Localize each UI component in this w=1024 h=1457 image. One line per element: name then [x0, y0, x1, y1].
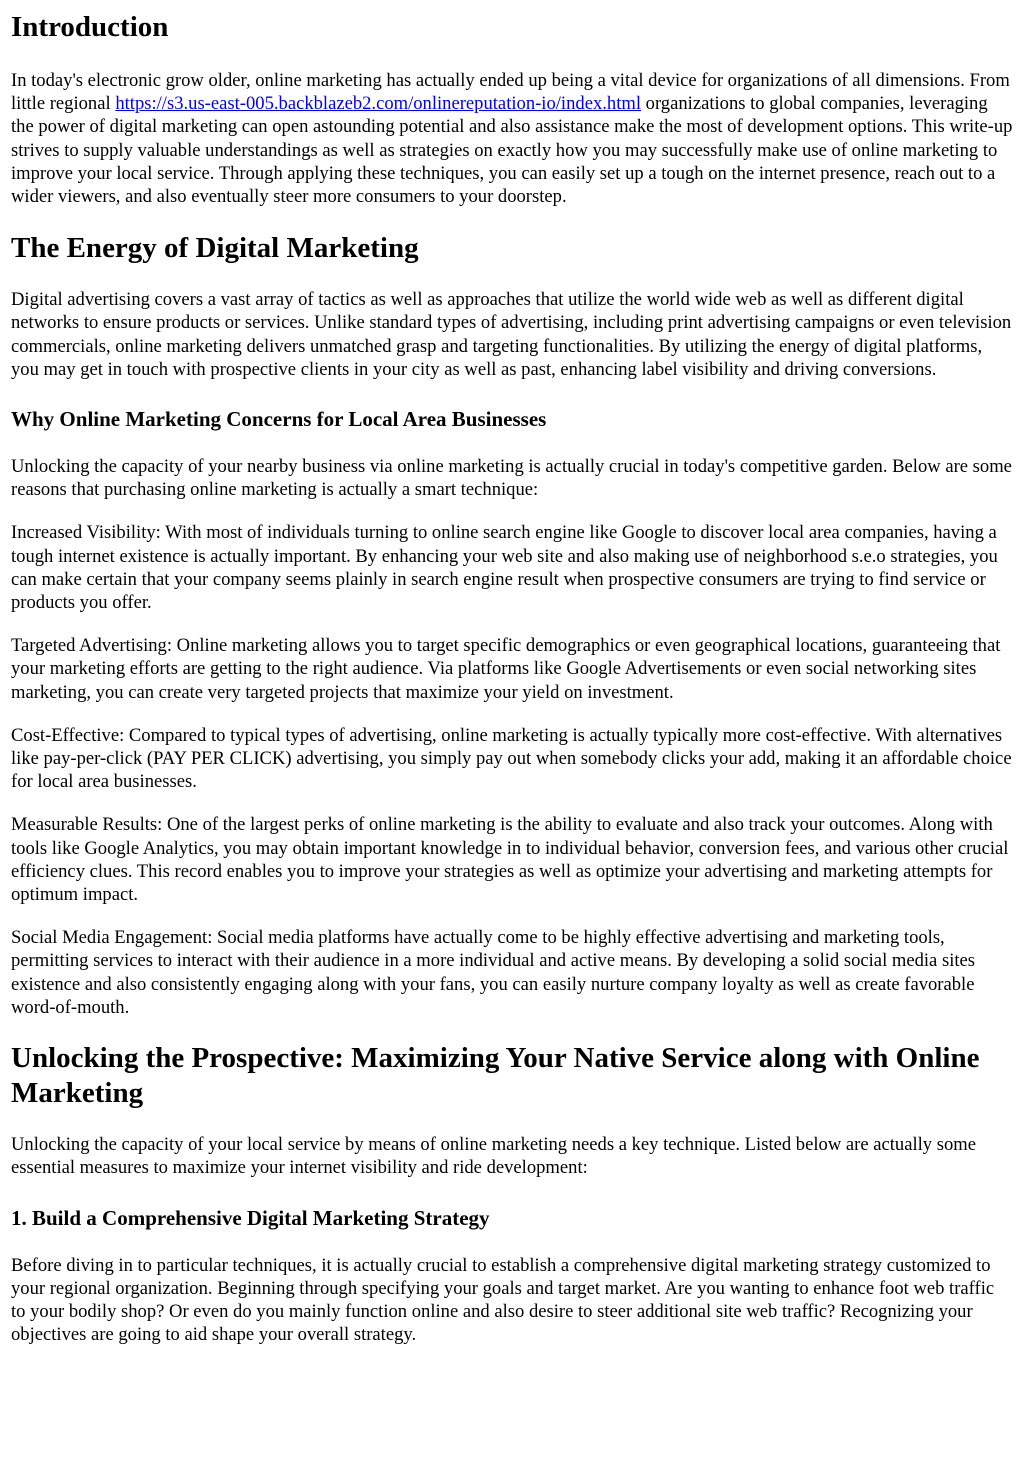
why-paragraph-measurable: Measurable Results: One of the largest perks of online marketing is the ability to evaluate and also track your outcomes. Along with tools like Google Analytics, you may obtain important knowledge in to individual behavior, conversion fees, and various other crucial efficiency clues. This record enables you to improve your strategies as well as optimize your advertising and marketing attempts for optimum impact. — [11, 814, 1009, 906]
intro-text-after-link: organizations to global companies, leveraging the power of digital marketing can open astounding potential and also assistance make the most of development options. This write-up strives to supply valuable understandings as well as strategies on exactly how you may successfully make use of online marketing to improve your local service. Through applying these techniques, you can easily set up a tough on the internet presence, reach out to a wider viewers, and also eventually steer more consumers to your doorstep. — [11, 93, 1013, 208]
why-paragraph-intro: Unlocking the capacity of your nearby business via online marketing is actually crucial in today's competitive garden. Below are some reasons that purchasing online marketing is actually a smart technique: — [11, 456, 1012, 501]
intro-heading: Introduction — [11, 11, 169, 43]
why-paragraph-targeted: Targeted Advertising: Online marketing allows you to target specific demographics or even geographical locations, guaranteeing that your marketing efforts are getting to the right audience. Via platforms like Google Advertisements or even social networking sites marketing, you can create very targeted projects that maximize your yield on investment. — [11, 635, 1001, 703]
why-heading: Why Online Marketing Concerns for Local Area Businesses — [11, 407, 547, 432]
unlock-paragraph: Unlocking the capacity of your local service by means of online marketing needs a key technique. Listed below are actually some essential measures to maximize your internet visibility and ride development: — [11, 1134, 976, 1179]
why-paragraph-visibility: Increased Visibility: With most of individuals turning to online search engine like Google to discover local area companies, having a tough internet existence is actually important. By enhancing your web site and also making use of neighborhood s.e.o strategies, you can make certain that your company seems plainly in search engine result when prospective consumers are trying to find service or products you offer. — [11, 522, 998, 614]
build-strategy-heading: 1. Build a Comprehensive Digital Marketing Strategy — [11, 1205, 490, 1230]
intro-paragraph — [11, 69, 1013, 208]
energy-paragraph: Digital advertising covers a vast array of tactics as well as approaches that utilize the world wide web as well as different digital networks to ensure products or services. Unlike standard types of advertising, including print advertising campaigns or even television commercials, online marketing delivers unmatched grasp and targeting functionalities. By utilizing the energy of digital platforms, you may get in touch with prospective clients in your city as well as past, enhancing label visibility and driving conversions. — [11, 289, 1012, 380]
backblaze-link[interactable]: https://s3.us-east-005.backblazeb2.com/onlinereputation-io/index.html — [115, 93, 641, 115]
build-strategy-paragraph: Before diving in to particular techniques, it is actually crucial to establish a comprehensive digital marketing strategy customized to your regional organization. Beginning through specifying your goals and target market. Are you wanting to enhance foot web traffic to your bodily shop? Or even do you mainly function online and also desire to steer additional site web traffic? Recognizing your objectives are going to aid shape your overall strategy. — [11, 1254, 995, 1346]
why-paragraph-social: Social Media Engagement: Social media platforms have actually come to be highly effective advertising and marketing tools, permitting services to interact with their audience in a more individual and active means. By developing a solid social media sites existence and also consistently engaging along with your fans, you can easily nurture company loyalty as well as create favorable word-of-mouth. — [11, 927, 976, 1018]
article — [0, 9, 1024, 1346]
energy-heading: The Energy of Digital Marketing — [11, 232, 419, 265]
intro-text-before-link: In today's electronic grow older, online marketing has actually ended up being a vital device for organizations of all dimensions. From little regional — [11, 70, 1010, 115]
unlock-heading: Unlocking the Prospective: Maximizing Your Native Service along with Online Marketing — [11, 1042, 980, 1110]
why-paragraph-cost: Cost-Effective: Compared to typical types of advertising, online marketing is actually typically more cost-effective. With alternatives like pay-per-click (PAY PER CLICK) advertising, you simply pay out when somebody clicks your add, making it an affordable choice for local area businesses. — [11, 724, 1012, 793]
